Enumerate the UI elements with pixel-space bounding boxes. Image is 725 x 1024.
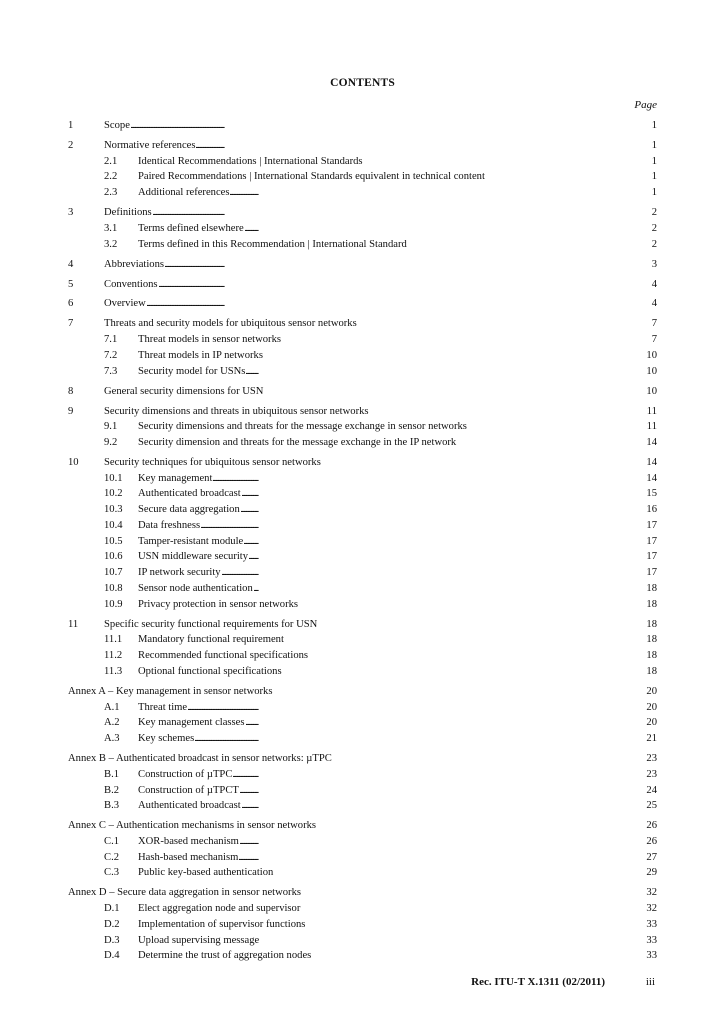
table-of-contents: [68, 118, 657, 964]
toc-entry-number: 11.1: [104, 634, 123, 646]
page-column-header: Page: [634, 99, 657, 111]
toc-entry-number: 10.9: [104, 598, 123, 610]
toc-entry-leader: [138, 581, 619, 597]
toc-entry-leader: [104, 277, 619, 293]
toc-entry-number: 3.1: [104, 222, 118, 234]
toc-entry-title: Additional references: [138, 187, 230, 199]
toc-entry-title: Public key-based authentication: [138, 867, 274, 879]
toc-entry-page: 29: [646, 867, 657, 879]
toc-entry-page: 2: [651, 207, 657, 219]
toc-entry-number: C.1: [104, 835, 120, 847]
toc-entry-leader: [138, 865, 619, 881]
toc-entry-leader: [138, 221, 619, 237]
toc-entry-leader: [104, 257, 619, 273]
toc-entry-page: 17: [646, 535, 657, 547]
toc-entry-page: 7: [651, 334, 657, 346]
toc-entry-page: 18: [646, 634, 657, 646]
toc-entry-title: Hash-based mechanism: [138, 851, 239, 863]
toc-entry-page: 17: [646, 519, 657, 531]
toc-entry-leader: [138, 798, 619, 814]
toc-entry-title: Annex D – Secure data aggregation in sensor networks: [68, 887, 301, 899]
toc-entry-number: 6: [68, 298, 74, 310]
toc-entry[interactable]: [68, 419, 657, 435]
toc-entry-title: Data freshness: [138, 519, 201, 531]
toc-entry[interactable]: [68, 565, 657, 581]
page-footer: [471, 976, 655, 988]
toc-entry-page: 26: [646, 835, 657, 847]
toc-entry[interactable]: [68, 316, 657, 332]
toc-entry[interactable]: [68, 185, 657, 201]
toc-entry-page: 7: [651, 318, 657, 330]
toc-entry-number: 10.6: [104, 551, 123, 563]
toc-entry[interactable]: [68, 237, 657, 253]
toc-entry-title: Construction of µTPCT: [138, 784, 239, 796]
toc-entry-number: D.1: [104, 903, 120, 915]
toc-entry-page: 4: [651, 278, 657, 290]
toc-entry-number: 7.1: [104, 334, 118, 346]
toc-entry-title: Annex C – Authentication mechanisms in sensor networks: [68, 820, 317, 832]
toc-entry[interactable]: [68, 118, 657, 134]
toc-entry-title: Terms defined elsewhere: [138, 222, 244, 234]
toc-entry-page: 21: [646, 733, 657, 745]
toc-entry-page: 1: [651, 139, 657, 151]
toc-entry-title: Sensor node authentication: [138, 582, 253, 594]
toc-entry-number: C.2: [104, 851, 120, 863]
toc-entry[interactable]: [68, 332, 657, 348]
toc-entry-title: Key management: [138, 472, 213, 484]
toc-entry-title: General security dimensions for USN: [104, 385, 264, 397]
toc-entry-leader: [138, 486, 619, 502]
toc-entry-leader: [138, 597, 619, 613]
toc-entry-number: 2.2: [104, 171, 118, 183]
toc-entry-page: 17: [646, 551, 657, 563]
toc-entry-title: Security dimensions and threats for the message exchange in sensor networks: [138, 421, 467, 433]
toc-entry-leader: [104, 296, 619, 312]
toc-entry[interactable]: [68, 632, 657, 648]
toc-entry-leader: [68, 885, 619, 901]
toc-entry-leader: [138, 364, 619, 380]
toc-entry-title: Recommended functional specifications: [138, 650, 309, 662]
toc-entry-page: 14: [646, 437, 657, 448]
toc-entry[interactable]: [68, 597, 657, 613]
toc-entry-number: 7: [68, 318, 74, 330]
toc-entry-number: A.3: [104, 733, 120, 745]
toc-entry[interactable]: [68, 664, 657, 680]
toc-entry-page: 3: [651, 258, 657, 270]
toc-entry-number: D.2: [104, 918, 120, 930]
toc-entry-number: 10.2: [104, 488, 123, 500]
toc-entry-page: 1: [651, 187, 657, 199]
toc-entry-page: 1: [651, 155, 657, 167]
toc-entry-title: Secure data aggregation: [138, 504, 240, 516]
toc-entry[interactable]: [68, 364, 657, 380]
toc-entry-title: Security dimension and threats for the message exchange in the IP network: [138, 437, 457, 448]
toc-entry-page: 20: [646, 717, 657, 729]
toc-entry[interactable]: [68, 901, 657, 917]
toc-entry-number: 9: [68, 405, 74, 417]
toc-entry-number: 4: [68, 258, 74, 270]
toc-entry[interactable]: [68, 257, 657, 273]
toc-entry-number: C.3: [104, 867, 120, 879]
toc-entry-leader: [138, 933, 619, 949]
toc-entry-leader: [138, 154, 619, 170]
toc-entry-title: Threats and security models for ubiquitous sensor networks: [104, 318, 357, 330]
toc-entry-number: 10.4: [104, 519, 123, 531]
toc-entry-leader: [138, 502, 619, 518]
toc-entry-title: Authenticated broadcast: [138, 800, 241, 812]
toc-entry-number: 10.8: [104, 582, 123, 594]
toc-entry-page: 23: [646, 768, 657, 780]
contents-title: CONTENTS: [330, 77, 395, 89]
toc-entry-page: 14: [646, 472, 657, 484]
toc-entry[interactable]: [68, 948, 657, 964]
toc-entry[interactable]: [68, 348, 657, 364]
toc-entry-title: Security techniques for ubiquitous sensor networks: [104, 456, 321, 468]
toc-entry-title: Scope: [104, 120, 130, 131]
toc-entry-leader: [138, 715, 619, 731]
toc-entry[interactable]: [68, 933, 657, 949]
toc-entry-page: 11: [646, 405, 657, 417]
toc-entry[interactable]: [68, 404, 657, 420]
toc-entry-leader: [104, 455, 619, 471]
toc-entry-leader: [138, 632, 619, 648]
toc-entry-leader: [104, 404, 619, 420]
toc-entry-number: 9.1: [104, 421, 118, 433]
toc-entry-leader: [138, 648, 619, 664]
toc-entry[interactable]: [68, 581, 657, 597]
toc-entry-title: Authenticated broadcast: [138, 488, 241, 500]
toc-entry-title: Conventions: [104, 278, 158, 290]
toc-entry-title: Upload supervising message: [138, 934, 260, 946]
toc-entry-number: 8: [68, 385, 74, 397]
toc-entry-page: 20: [646, 685, 657, 697]
toc-entry[interactable]: [68, 138, 657, 154]
toc-entry-leader: [138, 169, 619, 185]
toc-entry-number: 10: [68, 456, 79, 468]
toc-entry-page: 1: [651, 171, 657, 183]
toc-entry-leader: [138, 565, 619, 581]
toc-entry-number: D.4: [104, 950, 120, 962]
toc-entry-leader: [104, 316, 619, 332]
toc-entry-page: 20: [646, 701, 657, 713]
toc-entry[interactable]: [68, 502, 657, 518]
toc-entry-leader: [138, 948, 619, 964]
toc-entry-leader: [138, 901, 619, 917]
toc-entry-number: 2.1: [104, 155, 118, 167]
toc-entry[interactable]: [68, 486, 657, 502]
toc-entry-number: 9.2: [104, 437, 118, 448]
toc-entry[interactable]: [68, 296, 657, 312]
toc-entry-number: 1: [68, 120, 74, 131]
toc-entry-number: 3: [68, 207, 74, 219]
toc-entry-leader: [138, 534, 619, 550]
toc-entry-number: A.1: [104, 701, 120, 713]
toc-entry-title: Determine the trust of aggregation nodes: [138, 950, 312, 962]
toc-entry-title: Security model for USNs: [138, 365, 246, 377]
toc-entry-title: Threat models in IP networks: [138, 349, 263, 361]
toc-entry[interactable]: [68, 435, 657, 451]
toc-entry-number: 10.7: [104, 567, 123, 579]
toc-entry-title: Normative references: [104, 139, 196, 151]
toc-entry[interactable]: [68, 648, 657, 664]
toc-entry-page: 33: [646, 934, 657, 946]
toc-entry-number: D.3: [104, 934, 120, 946]
toc-entry-leader: [138, 518, 619, 534]
toc-entry-leader: [104, 617, 619, 633]
toc-entry-leader: [104, 205, 619, 221]
footer-recommendation: Rec. ITU-T X.1311 (02/2011): [471, 976, 606, 988]
toc-entry-number: B.3: [104, 800, 120, 812]
toc-entry-number: 10.3: [104, 504, 123, 516]
toc-entry[interactable]: [68, 277, 657, 293]
toc-entry-leader: [68, 684, 619, 700]
toc-entry-title: XOR-based mechanism: [138, 835, 239, 847]
toc-entry-leader: [104, 384, 619, 400]
toc-entry-number: 2: [68, 139, 74, 151]
toc-entry-page: 26: [646, 820, 657, 832]
toc-entry-leader: [138, 185, 619, 201]
toc-entry-number: B.2: [104, 784, 120, 796]
toc-entry-number: 11.3: [104, 665, 123, 677]
toc-entry-leader: [138, 783, 619, 799]
toc-entry-page: 27: [646, 851, 657, 863]
toc-entry[interactable]: [68, 549, 657, 565]
toc-entry[interactable]: [68, 783, 657, 799]
toc-entry-title: Privacy protection in sensor networks: [138, 598, 299, 610]
toc-entry-title: Overview: [104, 298, 146, 310]
toc-entry-page: 10: [646, 349, 657, 361]
toc-entry-number: A.2: [104, 717, 120, 729]
toc-entry-number: 10.1: [104, 472, 123, 484]
toc-entry-page: 14: [646, 456, 657, 468]
toc-entry-number: 10.5: [104, 535, 123, 547]
toc-entry-title: Construction of µTPC: [138, 768, 233, 780]
toc-entry[interactable]: [68, 731, 657, 747]
toc-entry[interactable]: [68, 617, 657, 633]
toc-entry[interactable]: [68, 865, 657, 881]
toc-entry-page: 2: [651, 222, 657, 234]
toc-entry-page: 1: [651, 120, 657, 131]
toc-entry-leader: [138, 767, 619, 783]
toc-entry-title: Implementation of supervisor functions: [138, 918, 306, 930]
toc-entry-number: 2.3: [104, 187, 118, 199]
toc-entry-page: 23: [646, 753, 657, 764]
toc-entry-title: IP network security: [138, 567, 221, 579]
toc-entry-page: 32: [646, 887, 657, 899]
toc-entry-leader: [138, 834, 619, 850]
toc-entry[interactable]: [68, 534, 657, 550]
toc-entry-page: 25: [646, 800, 657, 812]
toc-entry-title: Key management classes: [138, 717, 245, 729]
toc-entry[interactable]: [68, 518, 657, 534]
toc-entry-leader: [138, 549, 619, 565]
toc-entry-leader: [138, 664, 619, 680]
toc-entry-page: 10: [646, 385, 657, 397]
toc-entry-title: Optional functional specifications: [138, 665, 282, 677]
toc-entry-title: Elect aggregation node and supervisor: [138, 903, 301, 915]
toc-entry-leader: [138, 237, 619, 253]
toc-entry-title: Key schemes: [138, 733, 195, 745]
toc-entry[interactable]: [68, 767, 657, 783]
toc-entry-page: 18: [646, 650, 657, 662]
toc-entry-title: Security dimensions and threats in ubiquitous sensor networks: [104, 405, 369, 417]
toc-entry-page: 24: [646, 784, 657, 796]
toc-entry-page: 4: [651, 298, 657, 310]
toc-entry-page: 17: [646, 567, 657, 579]
toc-entry[interactable]: [68, 834, 657, 850]
toc-entry-title: Specific security functional requirements for USN: [104, 618, 318, 630]
toc-entry-page: 33: [646, 918, 657, 930]
toc-entry-title: Terms defined in this Recommendation | International Standard: [138, 238, 407, 250]
toc-entry-number: 11.2: [104, 650, 123, 662]
toc-entry-title: Definitions: [104, 207, 152, 219]
toc-entry-title: Identical Recommendations | International Standards: [138, 155, 363, 167]
toc-entry-page: 15: [646, 488, 657, 500]
toc-entry-title: Threat time: [138, 701, 188, 713]
toc-entry[interactable]: [68, 715, 657, 731]
toc-entry-title: Paired Recommendations | International Standards equivalent in technical content: [138, 171, 485, 183]
toc-entry[interactable]: [68, 684, 657, 700]
toc-entry[interactable]: [68, 818, 657, 834]
toc-entry-leader: [104, 138, 619, 154]
toc-entry-page: 11: [646, 421, 657, 433]
toc-entry-leader: [138, 435, 619, 451]
toc-entry[interactable]: [68, 917, 657, 933]
toc-entry-title: Annex A – Key management in sensor networks: [68, 685, 273, 697]
toc-entry-leader: [138, 731, 619, 747]
toc-entry-title: Abbreviations: [104, 258, 165, 270]
toc-entry[interactable]: [68, 205, 657, 221]
footer-page-number: iii: [645, 976, 655, 988]
toc-entry-page: 32: [646, 903, 657, 915]
toc-entry[interactable]: [68, 471, 657, 487]
toc-entry-page: 18: [646, 598, 657, 610]
toc-entry-title: USN middleware security: [138, 551, 249, 563]
toc-entry-leader: [68, 818, 619, 834]
toc-entry-title: Threat models in sensor networks: [138, 334, 281, 346]
toc-entry-leader: [138, 332, 619, 348]
toc-entry[interactable]: [68, 700, 657, 716]
toc-entry[interactable]: [68, 798, 657, 814]
toc-entry-leader: [138, 850, 619, 866]
toc-entry[interactable]: [68, 455, 657, 471]
toc-entry-page: 33: [646, 950, 657, 962]
toc-entry-leader: [138, 917, 619, 933]
toc-entry-page: 2: [651, 238, 657, 250]
toc-entry-number: 11: [68, 618, 79, 630]
toc-entry-leader: [104, 118, 619, 134]
toc-entry[interactable]: [68, 154, 657, 170]
toc-entry[interactable]: [68, 850, 657, 866]
toc-entry-number: B.1: [104, 768, 120, 780]
toc-entry[interactable]: [68, 885, 657, 901]
toc-entry-page: 18: [646, 665, 657, 677]
toc-entry-number: 3.2: [104, 238, 118, 250]
toc-entry-leader: [138, 700, 619, 716]
toc-entry-title: Tamper-resistant module: [138, 535, 244, 547]
toc-entry-page: 18: [646, 618, 657, 630]
toc-entry-page: 16: [646, 504, 657, 516]
toc-entry-number: 7.3: [104, 365, 118, 377]
toc-entry-page: 10: [646, 365, 657, 377]
toc-entry-number: 7.2: [104, 349, 118, 361]
toc-entry-leader: [138, 348, 619, 364]
toc-entry-leader: [138, 471, 619, 487]
toc-entry-title: Annex B – Authenticated broadcast in sensor networks: µTPC: [68, 753, 332, 764]
toc-entry[interactable]: [68, 169, 657, 185]
toc-entry[interactable]: [68, 221, 657, 237]
toc-entry[interactable]: [68, 751, 657, 767]
toc-entry-number: 5: [68, 278, 74, 290]
toc-entry-title: Mandatory functional requirement: [138, 634, 284, 646]
toc-entry-leader: [138, 419, 619, 435]
toc-entry[interactable]: [68, 384, 657, 400]
toc-entry-page: 18: [646, 582, 657, 594]
toc-entry-leader: [68, 751, 619, 767]
